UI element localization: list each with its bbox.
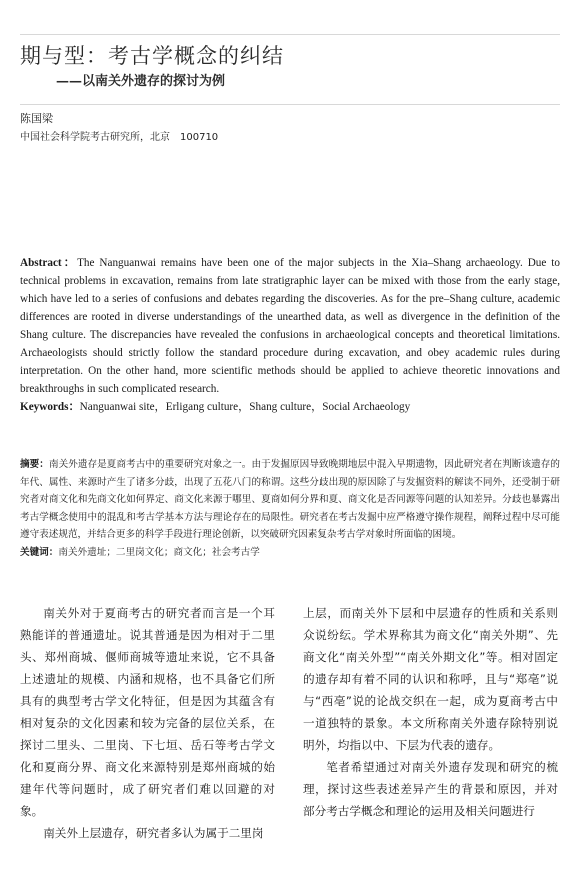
author-name: 陈国梁	[20, 112, 53, 125]
english-abstract	[20, 254, 560, 416]
chinese-abstract-paragraph	[20, 456, 560, 544]
header-top-rule	[20, 34, 560, 35]
author-affiliation: 中国社会科学院考古研究所，北京 100710	[20, 132, 219, 143]
english-keywords	[20, 398, 560, 416]
header-divider	[20, 104, 560, 105]
article-subtitle: ——以南关外遗存的探讨为例	[56, 74, 226, 89]
body-paragraph: 上层，而南关外下层和中层遗存的性质和关系则众说纷纭。学术界称其为商文化“南关外期”、先商文化“南关外型”“南关外期文化”等。相对固定的遗存却有着不同的认识和称呼，且与“郑亳”说与“西亳”说的论战交织在一起，成为夏商考古中一道独特的景象。本文所称南关外遗存除特别说明外，均指以中、下层为代表的遗存。	[303, 606, 558, 752]
cn-abstract-label: 摘要：	[20, 459, 49, 470]
article-title: 期与型：考古学概念的纠结	[20, 44, 284, 68]
body-paragraph: 南关外上层遗存，研究者多认为属于二里岗	[43, 826, 264, 840]
keywords-text: Nanguanwai site，Erligang culture，Shang culture，Social Archaeology	[79, 401, 411, 413]
english-abstract-paragraph	[20, 254, 560, 398]
body-paragraph: 南关外对于夏商考古的研究者而言是一个耳熟能详的普通遗址。说其普通是因为相对于二里头、郑州商城、偃师商城等遗址来说，它不具备上述遗址的规模、内涵和规格，也不具备它们所具有的典型考古学文化特征，但是因为其蕴含有相对复杂的文化因素和较为完备的层位关系，在探讨二里头、二里岗、下七垣、岳石等考古学文化和夏商分界、商文化来源特别是郑州商城的始建年代等问题时，成了研究者们难以回避的对象。	[20, 606, 275, 818]
cn-abstract-text: 南关外遗存是夏商考古中的重要研究对象之一。由于发掘原因导致晚期地层中混入早期遗物，因此研究者在判断该遗存的年代、属性、来源时产生了诸多分歧，出现了五花八门的称谓。这些分歧出现的原因除了与发掘资料的解读不同外，还受制于研究者对商文化和先商文化如何界定、商文化来源于哪里、夏商如何分界和夏、商文化是否同源等问题的认知差异。分歧也暴露出考古学概念使用中的混乱和考古学基本方法与理论存在的局限性。研究者在考古发掘中应严格遵守操作规程，阐释过程中尽可能遵守表述规范，并结合更多的科学手段进行理论创新，以突破研究因素复杂考古学对象时所面临的困境。	[20, 459, 561, 540]
body-paragraph: 笔者希望通过对南关外遗存发现和研究的梳理，探讨这些表述差异产生的背景和原因，并对部分考古学概念和理论的运用及相关问题进行	[303, 760, 558, 818]
body-column-left	[20, 602, 275, 844]
abstract-label: Abstract：	[20, 257, 78, 269]
cn-keywords-text: 南关外遗址；二里岗文化；商文化；社会考古学	[58, 546, 260, 558]
body-column-right	[303, 602, 558, 822]
chinese-keywords	[20, 544, 560, 562]
keywords-label: Keywords：	[20, 401, 80, 413]
chinese-abstract	[20, 456, 560, 561]
abstract-text: The Nanguanwai remains have been one of the major subjects in the Xia–Shang archaeology. Due to technical problems in excavation, remains from late stratigraphic layer can be mixed with those from the early stage, which have led to a series of confusions and debates regarding the discoveries. As for the pre–Shang culture, academic differences are rooted in diverse understandings of the unearthed data, as well as divergence in the definition of the Shang culture. The discrepancies have revealed the confusions in archaeological concepts and theoretical limitations. Archaeologists should strictly follow the standard procedure during excavation, and obey academic rules during interpretation. On the other hand, more scientific methods should be applied to achieve theoretic innovations and breakthroughs in such complicated research.	[20, 257, 560, 395]
cn-keywords-label: 关键词：	[20, 546, 59, 558]
